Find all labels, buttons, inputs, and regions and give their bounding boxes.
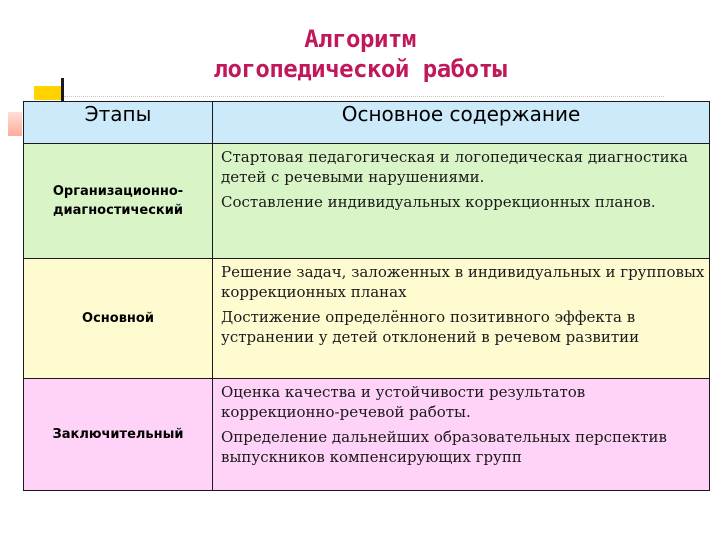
table-row-organizational [24,144,710,259]
slide-title [0,24,720,84]
decorative-peach-block [8,112,22,136]
stage-cell: Организационно-диагностический [24,144,213,259]
slide-title-line-1: Алгоритм [304,25,416,53]
content-item: Оценка качества и устойчивости результатов коррекционно-речевой работы. [221,383,586,421]
content-cell [213,379,710,491]
table-row-main [24,259,710,379]
content-item: Достижение определённого позитивного эффекта в устранении у детей отклонений в речевом развитии [221,308,640,346]
table-row-final [24,379,710,491]
table-header-row [24,102,710,144]
header-stages: Этапы [24,102,213,144]
header-content: Основное содержание [213,102,710,144]
decorative-dotted-line [64,96,664,97]
slide-title-line-2: логопедической работы [213,55,507,83]
content-item: Решение задач, заложенных в индивидуальных и групповых коррекционных планах [221,263,705,301]
content-item: Определение дальнейших образовательных перспектив выпускников компенсирующих групп [221,428,667,466]
decorative-yellow-block [34,86,64,100]
content-item: Составление индивидуальных коррекционных планов. [221,193,656,211]
content-cell [213,144,710,259]
algorithm-table [23,101,710,491]
content-cell [213,259,710,379]
content-item: Стартовая педагогическая и логопедическая диагностика детей с речевыми нарушениями. [221,148,688,186]
stage-cell: Основной [24,259,213,379]
stage-cell: Заключительный [24,379,213,491]
